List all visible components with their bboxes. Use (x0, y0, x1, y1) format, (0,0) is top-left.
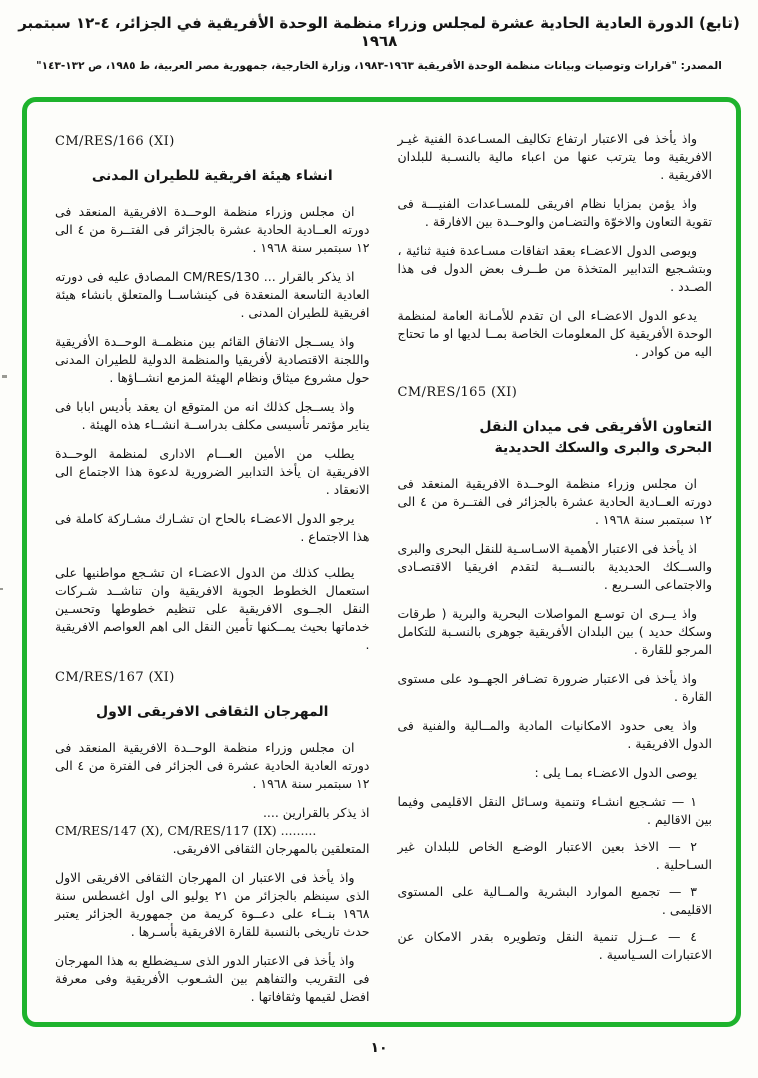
section-heading: المهرجان الثقافى الافريقى الاول (96, 704, 329, 720)
left-column (55, 130, 370, 1016)
paragraph: واذ يســجل الاتفاق القائم بين منظمــة الوحــدة الأفريقية واللجنة الاقتصادية لأفريقيا والمنظمة الدولية للطيران المدنى حول مشروع ميثاق ونظام الهيئة المزمع انشــاؤها . (55, 334, 370, 385)
text-line: اذ يذكر بالقرارين .... (262, 805, 370, 820)
text-line: البحرى والبرى والسكك الحديدية (494, 440, 712, 456)
list-item: ٤ — عــزل تنمية النقل وتطويره بقدر الامكان عن الاعتبارات السـياسية . (397, 929, 712, 962)
page-header (0, 14, 758, 72)
resolution-code: CM/RES/167 (XI) (55, 670, 175, 685)
paragraph-mixed (55, 804, 370, 858)
list-item: ٣ — تجميع الموارد البشرية والمــالية على المستوى الاقليمى . (397, 884, 712, 917)
paragraph: يرجو الدول الاعضـاء بالحاح ان تشـارك مشـاركة كاملة فى هذا الاجتماع . (55, 511, 370, 544)
paragraph: واذ يأخذ فى الاعتبار ارتفاع تكاليف المسـاعدة الفنية غيـر الافريقية وما يترتب عنها من اعباء مالية بالنسـبة للبلدان الافريقية . (397, 131, 712, 182)
content-frame (22, 97, 741, 1027)
paragraph: واذ يؤمن بمزايا نظام افريقى للمسـاعدات الفنيـــة فى تقوية التعاون والاخوّة والتضـامن والوحــدة بين الافارقة . (397, 196, 712, 229)
text-line: المتعلقين بالمهرجان الثقافى الافريقى. (172, 841, 370, 856)
paragraph: يوصى الدول الاعضـاء بمـا يلى : (534, 765, 697, 780)
paragraph: واذ يعى حدود الامكانيات المادية والمــالية والفنية فى الدول الافريقية . (397, 718, 712, 751)
paragraph: ان مجلس وزراء منظمة الوحــدة الافريقية المنعقد فى دورته العــادية الحادية عشرة بالجزائر فى الفتــرة من ٤ الى ١٢ سبتمبر سنة ١٩٦٨ . (397, 476, 712, 527)
header-source: المصدر: "قرارات وتوصيات وبيانات منظمة الوحدة الأفريقية ١٩٦٣-١٩٨٣، وزارة الخارجية، جمهورية مصر العربية، ط ١٩٨٥، ص ١٣٢-١٤٣" (36, 60, 722, 72)
right-column (398, 130, 713, 1016)
list-item: ٢ — الاخذ بعين الاعتبار الوضـع الخاص للبلدان غير السـاحلية . (397, 839, 712, 872)
text-line: التعاون الأفريقى فى ميدان النقل (479, 419, 712, 435)
paragraph: ان مجلس وزراء منظمة الوحــدة الافريقية المنعقد فى دورته العــادية الحادية عشرة بالجزائر فى الفتــرة من ٤ الى ١٢ سبتمبر سنة ١٩٦٨ . (55, 204, 370, 255)
scan-artifact (0, 588, 3, 590)
paragraph: يدعو الدول الاعضـاء الى ان تقدم للأمـانة العامة لمنظمة الوحدة الأفريقية كل المعلومات الخاصة بمــا لديها او ما تحتاج اليه من كوادر . (397, 308, 712, 359)
paragraph: يطلب كذلك من الدول الاعضـاء ان تشـجع مواطنيها على استعمال الخطوط الجوية الافريقية وان تناشــد شـركات النقل الجــوى الافريقية على تنظيم خطوطها وتحسـين خدماتها بحيث يمــكنها تأمين النقل الى اهم العواصم الافريقية . (55, 565, 370, 652)
list-item: ١ — تشـجيع انشـاء وتنمية وسـائل النقل الاقليمى وفيما بين الاقاليم . (397, 794, 712, 827)
paragraph: ان مجلس وزراء منظمة الوحــدة الافريقية المنعقد فى دورته العادية الحادية عشرة فى الجزائر فى الفترة من ٤ الى ١٢ سبتمبر سنة ١٩٦٨ . (55, 740, 370, 791)
resolution-code: CM/RES/165 (XI) (397, 385, 518, 400)
text-line: CM/RES/147 (X), CM/RES/117 (IX) ......... (55, 823, 317, 838)
paragraph: واذ يأخذ فى الاعتبار الدور الذى سـيضطلع به هذا المهرجان فى التقريب والتفاهم بين الشـعوب الأفريقية وفى معرفة افضل لقيمها وثقافاتها . (55, 953, 370, 1004)
paragraph: واذ يأخذ فى الاعتبار ضرورة تضـافر الجهــود على مستوى القارة . (397, 671, 712, 704)
paragraph: اذ يأخذ فى الاعتبار الأهمية الاسـاسـية للنقل البحرى والبرى والســكك الحديدية بالنســبة لتقدم افريقيا الاقتصـادى والاجتماعى السـريع . (397, 541, 712, 592)
paragraph: واذ يأخذ فى الاعتبار ان المهرجان الثقافى الافريقى الاول الذى سينظم بالجزائر من ٢١ يوليو الى اول اغسطس سنة ١٩٦٨ بنــاء على دعــوة كريمة من جمهورية الجزائر يعتبر حدث تاريخى بالنسبة للقارة الافريقية بأسـرها . (55, 870, 370, 939)
paragraph: اذ يذكر بالقرار ... CM/RES/130 المصادق عليه فى دورته العادية التاسعة المنعقدة فى كينشاســا والمتعلق بانشاء هيئة افريقية للطيران المدنى . (55, 269, 370, 320)
paragraph: ويوصى الدول الاعضـاء بعقد اتفاقات مسـاعدة فنية ثنائية ، وبتشـجيع التدابير المتخذة من طــرف بعض الدول فى هذا الصـدد . (397, 243, 712, 294)
section-heading (398, 417, 713, 459)
scan-artifact (2, 375, 7, 378)
section-heading: انشاء هيئة افريقية للطيران المدنى (91, 168, 333, 184)
resolution-code: CM/RES/166 (XI) (55, 134, 175, 149)
page-number: ١٠ (370, 1040, 388, 1056)
paragraph: واذ يــرى ان توسـع المواصلات البحرية والبرية ( طرقات وسكك حديد ) بين البلدان الأفريقية جوهرى بالنسـبة للتكامل المرجو للقارة . (397, 606, 712, 657)
header-title: (تابع) الدورة العادية الحادية عشرة لمجلس وزراء منظمة الوحدة الأفريقية في الجزائر، ٤-١٢ سبتمبر ١٩٦٨ (18, 14, 740, 50)
paragraph: يطلب من الأمين العـــام الادارى لمنظمة الوحــدة الافريقية ان يأخذ التدابير الضرورية لدعوة هذا الاجتماع الى الانعقاد . (55, 446, 370, 497)
paragraph: واذ يســجل كذلك انه من المتوقع ان يعقد بأديس ابابا فى يناير مؤتمر تأسيسى مكلف بدراســة انشــاء هذه الهيئة . (55, 399, 370, 432)
